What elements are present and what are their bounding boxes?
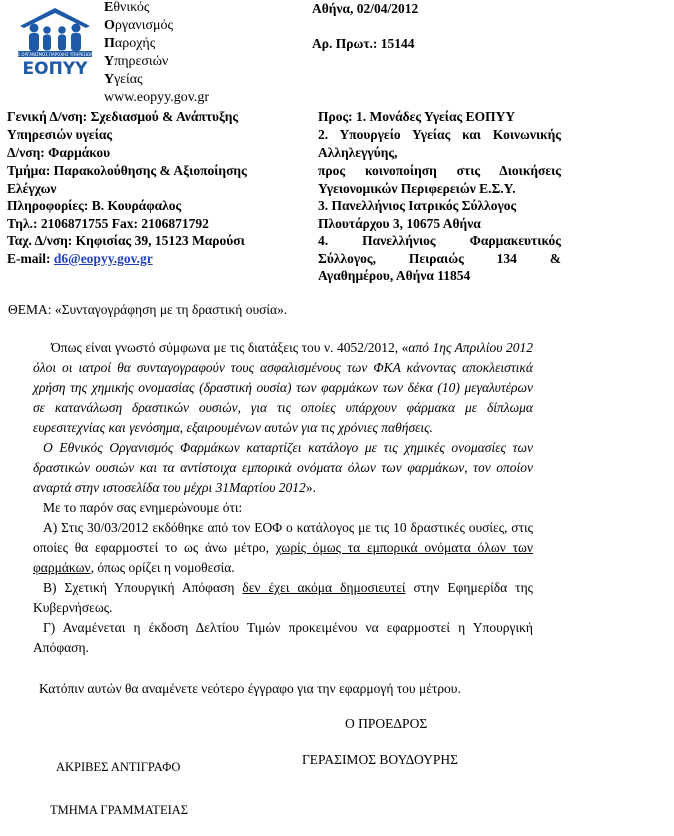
email-link[interactable]: d6@eopyy.gov.gr (53, 251, 153, 266)
org-line-1: Εθνικός (104, 0, 150, 15)
secretariat-department: ΤΜΗΜΑ ΓΡΑΜΜΑΤΕΙΑΣ (50, 803, 189, 817)
sender-general-directorate: Γενική Δ/νση: Σχεδιασμού & Ανάπτυξης (7, 109, 239, 124)
sender-directorate: Δ/νση: Φαρμάκου (7, 145, 111, 160)
recipient-2-cont: Αλληλεγγύης, (318, 145, 398, 160)
org-line-4: Υπηρεσιών (104, 54, 169, 69)
org-line-5: Υγείας (104, 72, 143, 87)
logo-text: ΕΟΠΥΥ (22, 59, 88, 79)
paragraph-eof-catalogue: Ο Εθνικός Οργανισμός Φαρμάκων καταρτίζει κατάλογο με τις χημικές ονομασίες των δραστικών ουσιών και τα αντίστοιχα εμπορικά ονόματα όλων των φαρμάκων, τον οποίον αναρτά στην ιστοσελίδα του μέχρι 31Μαρτίου 2012». (33, 440, 533, 495)
signature-title: Ο ΠΡΟΕΔΡΟΣ (345, 716, 428, 731)
recipient-cc: προς κοινοποίηση στις Διοικήσεις (318, 163, 561, 178)
paragraph-intro: Με το παρόν σας ενημερώνουμε ότι: (43, 500, 243, 515)
sender-department: Τμήμα: Παρακολούθησης & Αξιοποίησης (7, 163, 247, 178)
recipient-4-address: Αγαθημέρου, Αθήνα 11854 (318, 268, 471, 283)
family-figures-icon (2, 6, 108, 79)
sender-address: Ταχ. Δ/νση: Κηφισίας 39, 15123 Μαρούσι (7, 233, 245, 248)
paragraph-b: Β) Σχετική Υπουργική Απόφαση δεν έχει ακόμα δημοσιευτεί στην Εφημερίδα της Κυβερνήσεως. (33, 580, 534, 615)
sender-department-cont: Ελέγχων (7, 181, 57, 196)
sender-email: E-mail: d6@eopyy.gov.gr (7, 251, 153, 266)
paragraph-final: Κατόπιν αυτών θα αναμένετε νεότερο έγγραφο για την εφαρμογή του μέτρου. (39, 681, 461, 696)
protocol-number: Αρ. Πρωτ.: 15144 (312, 36, 415, 51)
recipient-2: 2. Υπουργείο Υγείας και Κοινωνικής (318, 127, 561, 142)
eopyy-logo (2, 6, 108, 79)
letter-body (33, 338, 533, 658)
recipient-3: 3. Πανελλήνιος Ιατρικός Σύλλογος (318, 198, 517, 213)
recipient-cc-cont: Υγειονομικών Περιφερειών Ε.Σ.Υ. (318, 181, 516, 196)
svg-text:ΕΘΝΙΚΟΣ ΟΡΓΑΝΙΣΜΟΣ ΠΑΡΟΧΗΣ ΥΠΗ: ΕΘΝΙΚΟΣ ΟΡΓΑΝΙΣΜΟΣ ΠΑΡΟΧΗΣ ΥΠΗΡΕΣΙΩΝ ΥΓΕΙΑΣ (2, 52, 108, 57)
subject-line: ΘΕΜΑ: «Συνταγογράφηση με τη δραστική ουσία». (8, 302, 288, 317)
org-line-3: Παροχής (104, 36, 156, 51)
recipient-4-cont: Σύλλογος, Πειραιώς 134 & (318, 251, 561, 266)
recipient-3-address: Πλουτάρχου 3, 10675 Αθήνα (318, 216, 481, 231)
paragraph-law-citation: Όπως είναι γνωστό σύμφωνα με τις διατάξεις του ν. 4052/2012, «από 1ης Απριλίου 2012 όλοι οι ιατροί θα συνταγογραφούν τους ασφαλισμένους των ΦΚΑ κάνοντας αποκλειστικά χρήση της χημικής ονομασίας (δραστική ουσία) των φαρμάκων των δέκα (10) μεγαλυτέρων σε κατανάλωση δραστικών ουσιών, για τις οποίες υπάρχουν φάρμακα με δίπλωμα ευρεσιτεχνίας και γενόσημα, εξαιρουμένων αυτών για τις χρόνιες παθήσεις. (33, 340, 533, 435)
certified-copy-stamp: ΑΚΡΙΒΕΣ ΑΝΤΙΓΡΑΦΟ (56, 760, 181, 774)
org-line-2: Οργανισμός (104, 18, 174, 33)
signature-name: ΓΕΡΑΣΙΜΟΣ ΒΟΥΔΟΥΡΗΣ (302, 752, 458, 767)
paragraph-c: Γ) Αναμένεται η έκδοση Δελτίου Τιμών προκειμένου να εφαρμοστεί η Υπουργική Απόφαση. (33, 620, 533, 655)
sender-info-contact: Πληροφορίες: Β. Κουράφαλος (7, 198, 182, 213)
website-link[interactable]: www.eopyy.gov.gr (104, 90, 209, 105)
recipient-1: Προς: 1. Μονάδες Υγείας ΕΟΠΥΥ (318, 109, 516, 124)
sender-health-services: Υπηρεσιών υγείας (7, 127, 113, 142)
sender-phone-fax: Τηλ.: 2106871755 Fax: 2106871792 (7, 216, 209, 231)
recipient-4: 4. Πανελλήνιος Φαρμακευτικός (318, 233, 561, 248)
paragraph-a: Α) Στις 30/03/2012 εκδόθηκε από τον ΕΟΦ ο κατάλογος με τις 10 δραστικές ουσίες, στις οποίες θα εφαρμοστεί το ως άνω μέτρο, χωρίς όμως τα εμπορικά ονόματα όλων των φαρμάκων, όπως ορίζει η νομοθεσία. (33, 520, 533, 575)
date-line: Αθήνα, 02/04/2012 (312, 1, 419, 16)
